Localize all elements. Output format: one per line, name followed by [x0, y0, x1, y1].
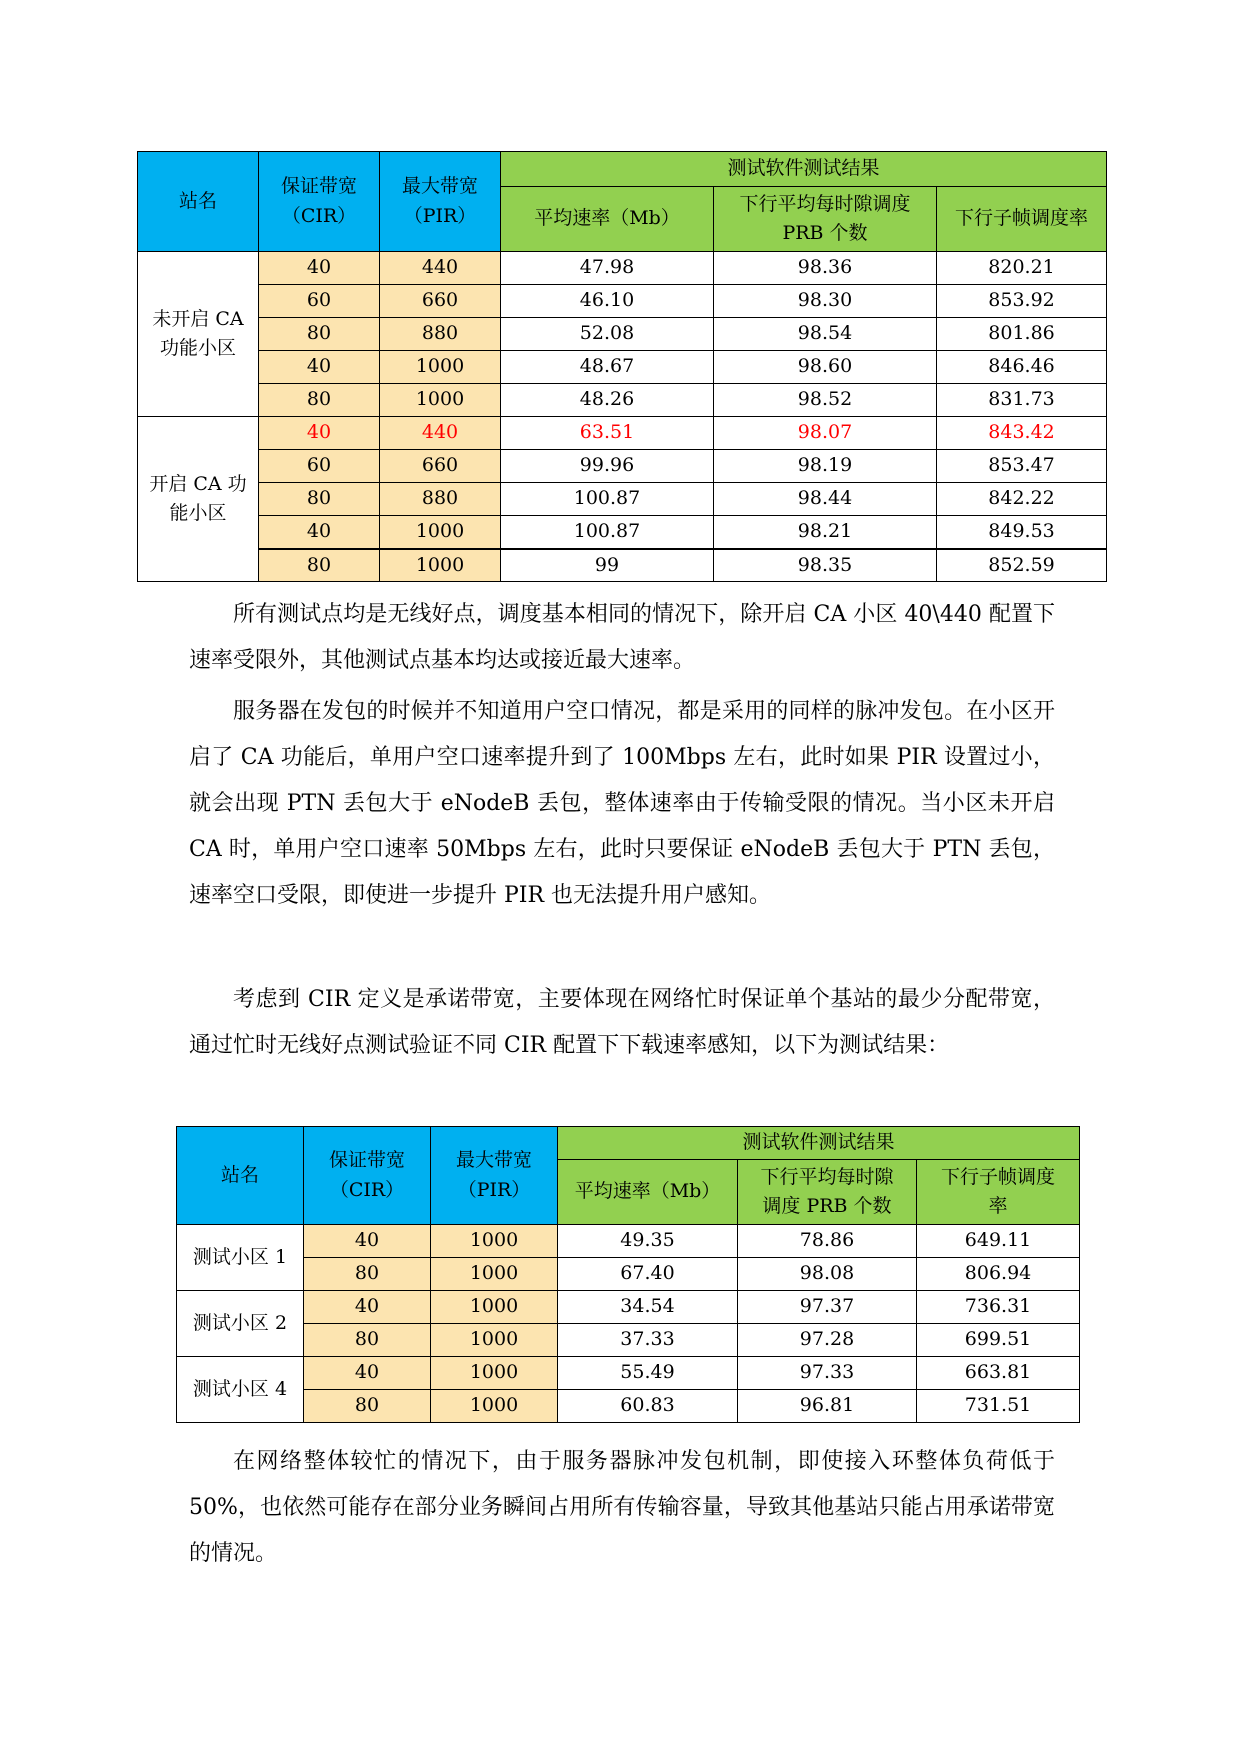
- subframe-cell: 853.92: [937, 285, 1107, 318]
- prb-cell: 98.60: [714, 351, 937, 384]
- table-row: [138, 483, 1107, 516]
- cir-cell: 80: [304, 1390, 431, 1423]
- subframe-cell: 663.81: [917, 1357, 1080, 1390]
- subframe-cell: 831.73: [937, 384, 1107, 417]
- subframe-cell: 699.51: [917, 1324, 1080, 1357]
- table-row: [177, 1291, 1080, 1324]
- pir-cell: 660: [380, 450, 501, 483]
- avg-rate-cell: 48.26: [501, 384, 714, 417]
- cir-cell: 60: [259, 285, 380, 318]
- avg-rate-cell: 47.98: [501, 252, 714, 285]
- header-cir: 保证带宽 （CIR）: [304, 1127, 431, 1225]
- subframe-cell: 801.86: [937, 318, 1107, 351]
- table-row: [138, 516, 1107, 549]
- pir-cell: 1000: [431, 1390, 558, 1423]
- table-row: [138, 285, 1107, 318]
- cir-cell: 40: [304, 1225, 431, 1258]
- subframe-cell: 731.51: [917, 1390, 1080, 1423]
- subframe-cell: 843.42: [937, 417, 1107, 450]
- prb-cell: 98.19: [714, 450, 937, 483]
- prb-cell: 98.07: [714, 417, 937, 450]
- cir-cell: 40: [304, 1291, 431, 1324]
- cir-cell: 80: [259, 483, 380, 516]
- pir-cell: 660: [380, 285, 501, 318]
- header-test-result-group: 测试软件测试结果: [558, 1127, 1080, 1160]
- avg-rate-cell: 67.40: [558, 1258, 738, 1291]
- table-row-highlighted: [138, 417, 1107, 450]
- cir-cell: 80: [259, 384, 380, 417]
- pir-cell: 1000: [380, 351, 501, 384]
- header-cir: 保证带宽 （CIR）: [259, 152, 380, 252]
- paragraph-ca-summary: 所有测试点均是无线好点，调度基本相同的情况下，除开启 CA 小区 40\440 配置下速率受限外，其他测试点基本均达或接近最大速率。: [189, 602, 1055, 673]
- avg-rate-cell: 37.33: [558, 1324, 738, 1357]
- pir-cell: 1000: [380, 384, 501, 417]
- pir-cell: 1000: [380, 549, 501, 582]
- avg-rate-cell: 99.96: [501, 450, 714, 483]
- pir-cell: 1000: [431, 1291, 558, 1324]
- table-row: [177, 1357, 1080, 1390]
- prb-cell: 98.35: [714, 549, 937, 582]
- subframe-cell: 736.31: [917, 1291, 1080, 1324]
- subframe-cell: 649.11: [917, 1225, 1080, 1258]
- avg-rate-cell: 34.54: [558, 1291, 738, 1324]
- table-row: [177, 1390, 1080, 1423]
- avg-rate-cell: 63.51: [501, 417, 714, 450]
- subframe-cell: 853.47: [937, 450, 1107, 483]
- subframe-cell: 820.21: [937, 252, 1107, 285]
- table-row: [138, 351, 1107, 384]
- prb-cell: 97.33: [738, 1357, 917, 1390]
- header-avg-rate: 平均速率（Mb）: [558, 1160, 738, 1225]
- table-row: [138, 450, 1107, 483]
- cir-cell: 60: [259, 450, 380, 483]
- prb-cell: 98.54: [714, 318, 937, 351]
- cir-cell: 80: [304, 1258, 431, 1291]
- subframe-cell: 806.94: [917, 1258, 1080, 1291]
- header-subframe: 下行子帧调度率: [937, 187, 1107, 252]
- subframe-cell: 846.46: [937, 351, 1107, 384]
- prb-cell: 98.08: [738, 1258, 917, 1291]
- prb-cell: 98.36: [714, 252, 937, 285]
- table-row: [138, 318, 1107, 351]
- group-label: 测试小区 1: [177, 1225, 304, 1291]
- table-row: [177, 1225, 1080, 1258]
- group-label: 测试小区 4: [177, 1357, 304, 1423]
- group-label: 未开启 CA 功能小区: [138, 252, 259, 417]
- prb-cell: 98.30: [714, 285, 937, 318]
- pir-cell: 1000: [431, 1258, 558, 1291]
- pir-cell: 880: [380, 318, 501, 351]
- cir-cell: 40: [259, 351, 380, 384]
- table-row: [138, 252, 1107, 285]
- prb-cell: 98.52: [714, 384, 937, 417]
- header-pir: 最大带宽 （PIR）: [431, 1127, 558, 1225]
- header-pir: 最大带宽 （PIR）: [380, 152, 501, 252]
- pir-cell: 1000: [380, 516, 501, 549]
- subframe-cell: 849.53: [937, 516, 1107, 549]
- table-row: [177, 1258, 1080, 1291]
- table-row: [177, 1324, 1080, 1357]
- cir-cell: 40: [259, 417, 380, 450]
- prb-cell: 98.44: [714, 483, 937, 516]
- group-label: 测试小区 2: [177, 1291, 304, 1357]
- pir-cell: 880: [380, 483, 501, 516]
- avg-rate-cell: 55.49: [558, 1357, 738, 1390]
- prb-cell: 97.37: [738, 1291, 917, 1324]
- avg-rate-cell: 52.08: [501, 318, 714, 351]
- cir-cell: 40: [259, 252, 380, 285]
- header-test-result-group: 测试软件测试结果: [501, 152, 1107, 187]
- header-avg-rate: 平均速率（Mb）: [501, 187, 714, 252]
- ca-test-results-table: [137, 151, 1107, 582]
- cir-cell: 80: [259, 549, 380, 582]
- group-label: 开启 CA 功 能小区: [138, 417, 259, 582]
- cir-cell: 40: [304, 1357, 431, 1390]
- header-site: 站名: [138, 152, 259, 252]
- prb-cell: 96.81: [738, 1390, 917, 1423]
- header-subframe: 下行子帧调度 率: [917, 1160, 1080, 1225]
- cir-cell: 80: [259, 318, 380, 351]
- cir-cell: 80: [304, 1324, 431, 1357]
- subframe-cell: 842.22: [937, 483, 1107, 516]
- avg-rate-cell: 100.87: [501, 516, 714, 549]
- avg-rate-cell: 46.10: [501, 285, 714, 318]
- avg-rate-cell: 49.35: [558, 1225, 738, 1258]
- paragraph-cir-intro: 考虑到 CIR 定义是承诺带宽，主要体现在网络忙时保证单个基站的最少分配带宽，通过忙时无线好点测试验证不同 CIR 配置下下载速率感知，以下为测试结果：: [189, 987, 1055, 1058]
- pir-cell: 1000: [431, 1357, 558, 1390]
- cir-test-results-table: [176, 1126, 1080, 1423]
- pir-cell: 1000: [431, 1324, 558, 1357]
- table-row: [138, 384, 1107, 417]
- header-prb: 下行平均每时隙 调度 PRB 个数: [738, 1160, 917, 1225]
- subframe-cell: 852.59: [937, 549, 1107, 582]
- prb-cell: 97.28: [738, 1324, 917, 1357]
- cir-cell: 40: [259, 516, 380, 549]
- prb-cell: 78.86: [738, 1225, 917, 1258]
- paragraph-server-burst: 服务器在发包的时候并不知道用户空口情况，都是采用的同样的脉冲发包。在小区开启了 CA 功能后，单用户空口速率提升到了 100Mbps 左右，此时如果 PIR 设置过小，就会出现 PTN 丢包大于 eNodeB 丢包，整体速率由于传输受限的情况。当小区未开启 CA 时，单用户空口速率 50Mbps 左右，此时只要保证 eNodeB 丢包大于 PTN 丢包，速率空口受限，即使进一步提升 PIR 也无法提升用户感知。: [189, 699, 1055, 908]
- pir-cell: 440: [380, 252, 501, 285]
- avg-rate-cell: 99: [501, 549, 714, 582]
- header-site: 站名: [177, 1127, 304, 1225]
- paragraph-busy-network: 在网络整体较忙的情况下，由于服务器脉冲发包机制，即使接入环整体负荷低于 50%，也依然可能存在部分业务瞬间占用所有传输容量，导致其他基站只能占用承诺带宽的情况。: [189, 1449, 1055, 1566]
- pir-cell: 440: [380, 417, 501, 450]
- pir-cell: 1000: [431, 1225, 558, 1258]
- header-prb: 下行平均每时隙调度 PRB 个数: [714, 187, 937, 252]
- avg-rate-cell: 100.87: [501, 483, 714, 516]
- avg-rate-cell: 60.83: [558, 1390, 738, 1423]
- prb-cell: 98.21: [714, 516, 937, 549]
- avg-rate-cell: 48.67: [501, 351, 714, 384]
- table-row: [138, 549, 1107, 582]
